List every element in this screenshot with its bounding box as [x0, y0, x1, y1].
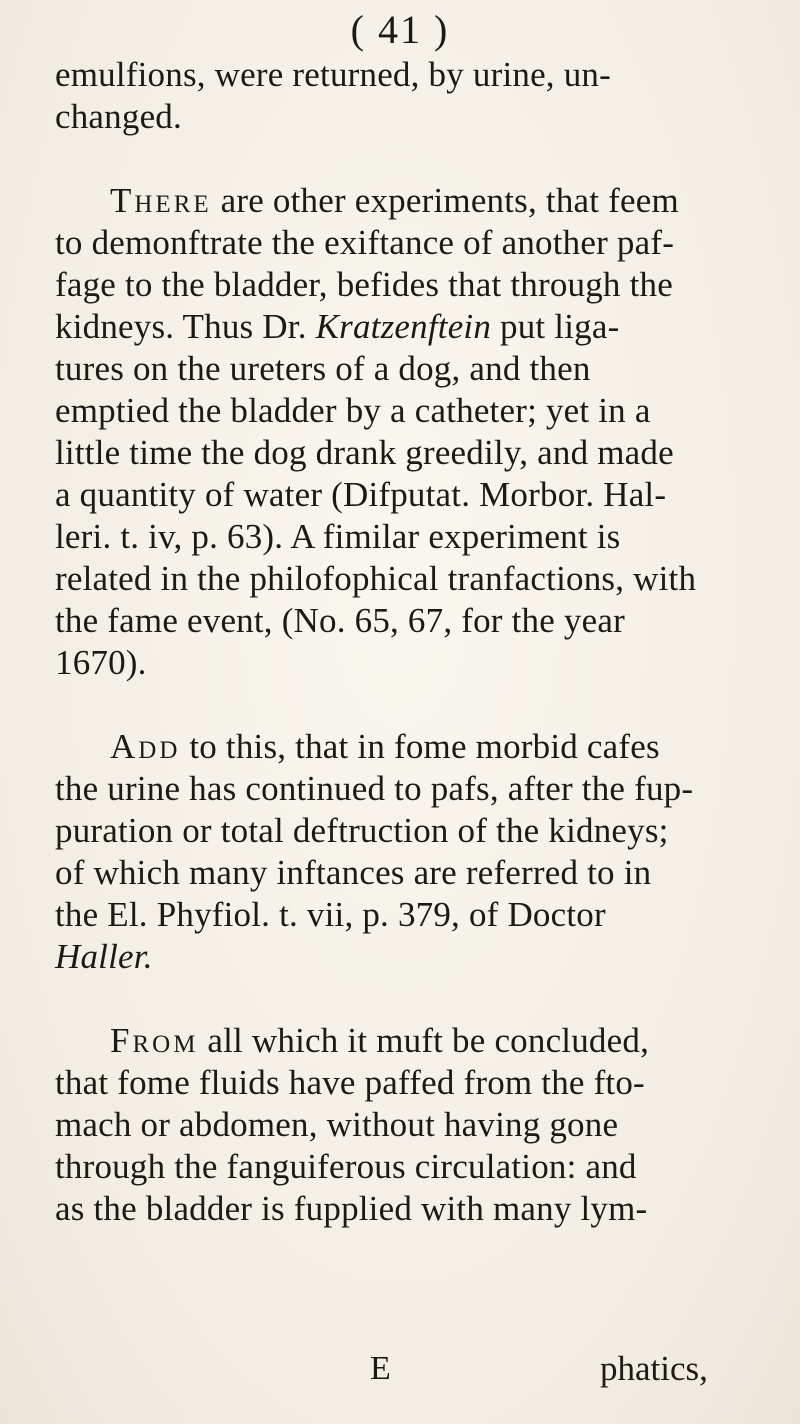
text-line: through the fanguiferous circulation: and [55, 1147, 637, 1186]
text-line: puration or total deftruction of the kidneys; [55, 811, 669, 850]
text-line: the El. Phyfiol. t. vii, p. 379, of Doctor [55, 895, 606, 934]
text-span: kidneys. Thus Dr. [55, 307, 316, 346]
text-line: Haller. [55, 937, 153, 976]
text-line [55, 726, 795, 768]
text-line: emptied the bladder by a catheter; yet in a [55, 391, 651, 430]
text-line: leri. t. iv, p. 63). A fimilar experiment is [55, 517, 621, 556]
text-line: a quantity of water (Difputat. Morbor. Hal- [55, 475, 667, 514]
text-line: the fame event, (No. 65, 67, for the year [55, 601, 625, 640]
signature-mark: E [370, 1350, 391, 1387]
paragraph-lead: Add [110, 727, 181, 766]
paragraph-lead: From [110, 1021, 199, 1060]
text-line: fage to the bladder, befides that through the [55, 265, 673, 304]
author-name: Kratzenftein [315, 307, 492, 346]
text-line: tures on the ureters of a dog, and then [55, 349, 591, 388]
text-line: the urine has continued to pafs, after the fup- [55, 769, 694, 808]
catchword: phatics, [600, 1349, 708, 1388]
paragraph-3 [55, 726, 795, 978]
text-line: related in the philofophical tranfactions, with [55, 559, 697, 598]
text-line [55, 1020, 795, 1062]
text-line: of which many inftances are referred to in [55, 853, 652, 892]
text-span: are other experiments, that feem [211, 181, 679, 220]
text-line: emulfions, were returned, by urine, un- [55, 55, 611, 94]
text-span: put liga- [491, 307, 620, 346]
text-line [55, 306, 795, 348]
text-line: 1670). [55, 643, 147, 682]
page-number: ( 41 ) [350, 7, 450, 52]
text-line: as the bladder is fupplied with many lym- [55, 1189, 648, 1228]
text-span: to this, that in fome morbid cafes [180, 727, 660, 766]
paragraph-2 [55, 180, 795, 684]
text-span: all which it muft be concluded, [198, 1021, 650, 1060]
text-line: that fome fluids have paffed from the fto- [55, 1063, 645, 1102]
text-line: changed. [55, 97, 182, 136]
text-line: mach or abdomen, without having gone [55, 1105, 619, 1144]
text-line: little time the dog drank greedily, and made [55, 433, 674, 472]
text-line: to demonftrate the exiftance of another paf- [55, 223, 675, 262]
paragraph-4 [55, 1020, 795, 1230]
paragraph-lead: There [110, 181, 212, 220]
paragraph-1 [55, 54, 795, 138]
text-line [55, 180, 795, 222]
